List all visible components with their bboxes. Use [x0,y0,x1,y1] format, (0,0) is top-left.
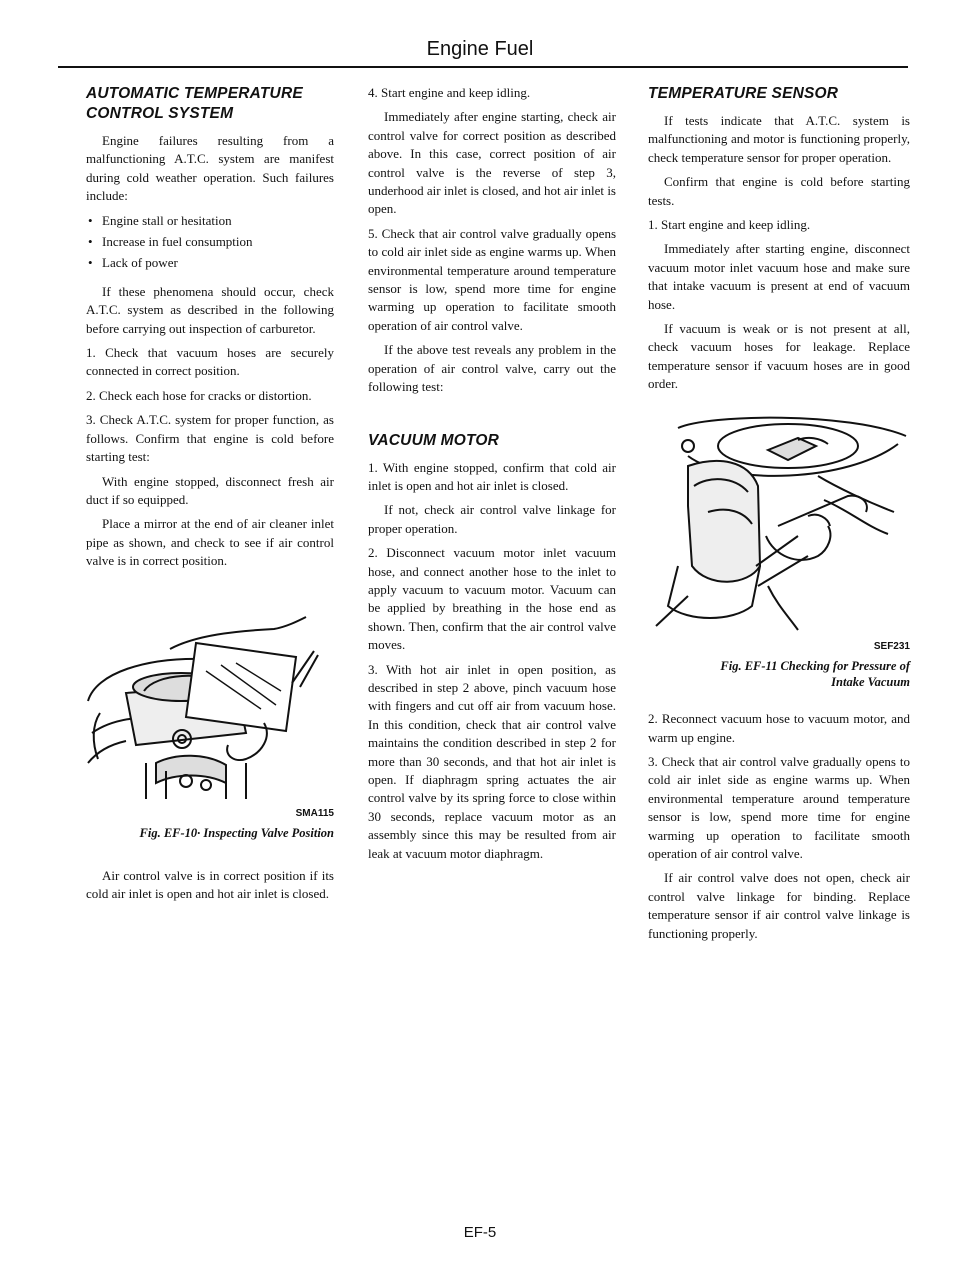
figure-ef10 [86,613,334,841]
confirm-cold-paragraph: Confirm that engine is cold before starting tests. [648,174,910,208]
section-heading-atc-line2: CONTROL SYSTEM [86,105,234,122]
step-5: 5. Check that air control valve gradually opens to cold air inlet side as engine warms up. When environmental temperature around temperature sensor is low, spend more time for engine warming up operation to facilitate smooth operation of air control valve. [368,225,616,333]
step-3: 3. Check A.T.C. system for proper function, as follows. Confirm that engine is cold before starting test: [86,412,334,465]
valve-inspection-illustration [86,613,334,803]
failure-list-item: • Engine stall or hesitation [86,212,334,230]
valve-not-open-paragraph: If air control valve does not open, check air control valve linkage for binding. Replace temperature sensor if air control valve linkage is functioning properly. [648,870,910,941]
figure-code: SMA115 [295,807,334,819]
sensor-step-3: 3. Check that air control valve gradually opens to cold air inlet side as engine warms up. When environmental temperature around temperature sensor is low, spend more time for engine warming up operation to facilitate smooth operation of air control valve. [648,753,910,861]
column-left [86,84,334,910]
header-rule [58,66,908,68]
step-4: 4. Start engine and keep idling. [368,85,531,100]
sensor-step-1-body: Immediately after starting engine, disconnect vacuum motor inlet vacuum hose and make sure that intake vacuum is present at end of vacuum hose. [648,241,910,312]
figure-caption: Fig. EF-10· Inspecting Valve Position [139,825,334,840]
failure-list-item: • Increase in fuel consumption [86,233,334,251]
figure-code: SEF231 [873,640,910,652]
above-test-paragraph: If the above test reveals any problem in the operation of air control valve, carry out the following test: [368,342,616,395]
failure-list-item: • Lack of power [86,254,334,272]
figure-caption-line1: Fig. EF-11 Checking for Pressure of [720,659,910,674]
vacuum-motor-step-3: 3. With hot air inlet in open position, as described in step 2 above, pinch vacuum hose with fingers and cut off air from vacuum hose. In this condition, check that air control valve maintains the condition described in step 2 for more than 30 seconds, and that hot air inlet is open. If diaphragm spring actuates the air control valve by its spring force to close within 30 seconds, replace vacuum motor as an assembly since this may be resulted from air leak at vacuum motor diaphragm. [368,661,616,861]
section-heading-vacuum-motor: VACUUM MOTOR [368,431,499,449]
section-heading-temperature-sensor: TEMPERATURE SENSOR [648,85,839,102]
sensor-step-1: 1. Start engine and keep idling. [648,217,811,233]
sensor-step-2: 2. Reconnect vacuum hose to vacuum motor, and warm up engine. [648,711,910,745]
vacuum-weak-paragraph: If vacuum is weak or is not present at all, check vacuum hoses for leakage. Replace temperature sensor if vacuum hoses are in good order. [648,321,910,392]
figure-caption [648,658,910,690]
section-heading-atc [86,84,334,124]
vacuum-motor-step-1: 1. With engine stopped, confirm that cold air inlet is open and hot air inlet is closed. [368,459,616,493]
step-4-body: Immediately after engine starting, check air control valve for correct position as described above. In this case, correct position of air control valve is the reverse of step 3, underhood air inlet is closed, and hot air inlet is open. [368,109,616,217]
sensor-intro-paragraph: If tests indicate that A.T.C. system is malfunctioning and motor is functioning properly, check temperature sensor for proper operation. [648,113,910,165]
page-header-title: Engine Fuel [426,38,534,60]
mirror-paragraph: Place a mirror at the end of air cleaner inlet pipe as shown, and check to see if air control valve is in correct position. [86,516,334,569]
vacuum-motor-step-1-note: If not, check air control valve linkage for proper operation. [368,502,616,536]
phenomena-paragraph: If these phenomena should occur, check A.T.C. system as described in the following before carrying out inspection of carburetor. [86,283,334,336]
vacuum-motor-step-2: 2. Disconnect vacuum motor inlet vacuum hose, and connect another hose to the inlet to apply vacuum to vacuum motor. Vacuum can be applied by breathing in the hose end as shown. Then, confirm that the air control valve moves. [368,545,616,653]
atc-intro-paragraph: Engine failures resulting from a malfunctioning A.T.C. system are manifest during cold weather operation. Such failures include: [86,133,334,204]
figure-ef11 [648,416,910,690]
step-1: 1. Check that vacuum hoses are securely connected in correct position. [86,345,334,379]
figure-caption-line2: Intake Vacuum [831,675,910,690]
section-heading-atc-line1: AUTOMATIC TEMPERATURE [86,85,303,102]
failure-list [86,212,334,273]
step-2: 2. Check each hose for cracks or distortion. [86,387,312,403]
engine-stopped-paragraph: With engine stopped, disconnect fresh air duct if so equipped. [86,473,334,507]
intake-vacuum-check-illustration [648,416,910,636]
correct-position-paragraph: Air control valve is in correct position if its cold air inlet is open and hot air inlet is closed. [86,867,334,902]
column-right [648,84,910,949]
column-middle [368,84,616,869]
page-number: EF-5 [463,1224,497,1241]
